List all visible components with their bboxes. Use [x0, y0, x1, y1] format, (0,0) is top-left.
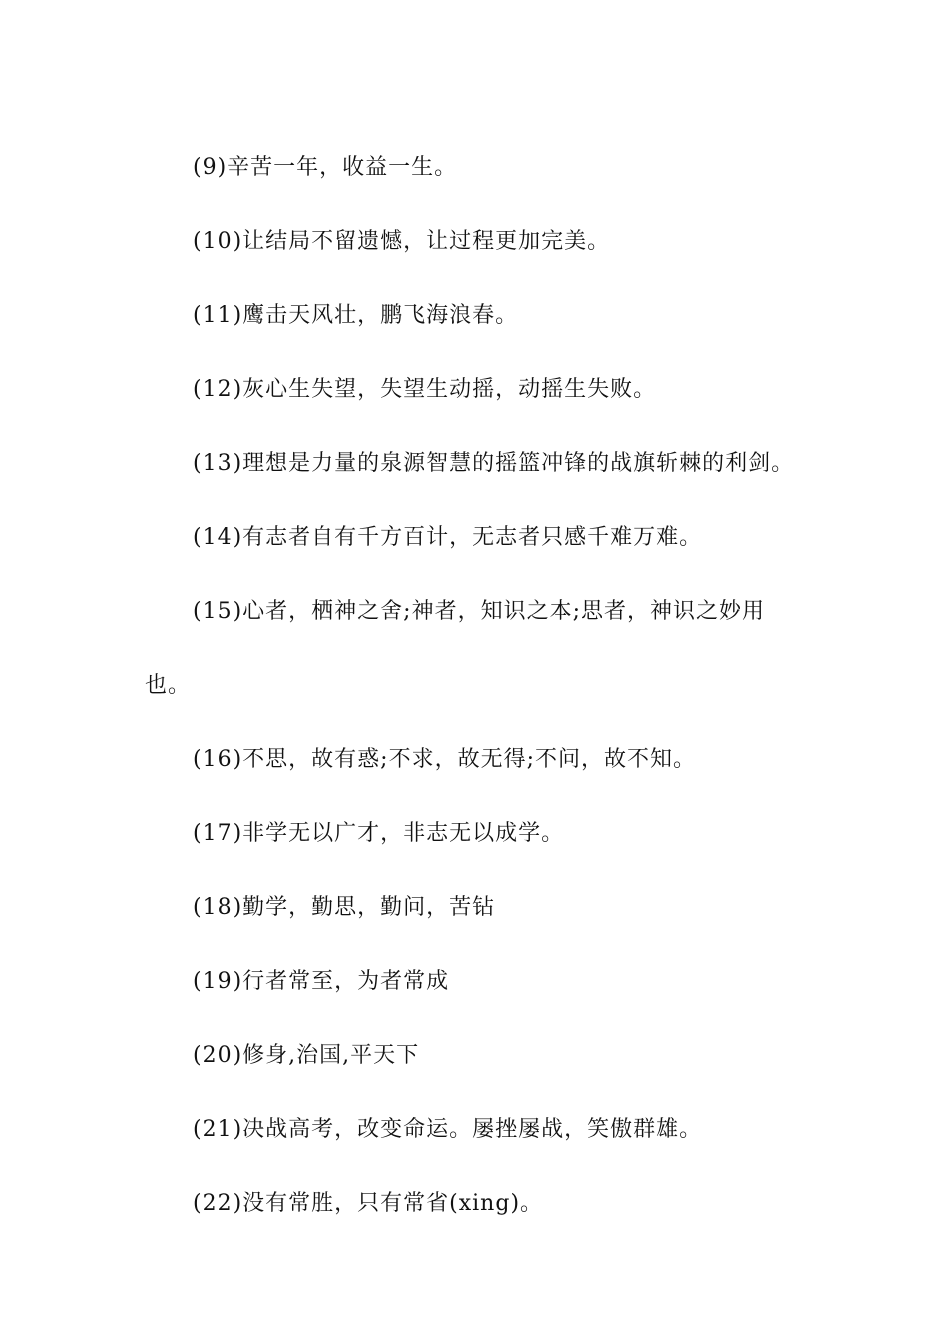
list-item: (9)辛苦一年，收益一生。 — [193, 155, 458, 180]
list-item: (20)修身,治国,平天下 — [193, 1043, 420, 1068]
document-body — [145, 131, 810, 1241]
list-item: (10)让结局不留遗憾，让过程更加完美。 — [193, 229, 611, 254]
list-item: (15)心者，栖神之舍;神者，知识之本;思者，神识之妙用也。 — [145, 599, 765, 698]
list-item: (22)没有常胜，只有常省(xing)。 — [193, 1191, 544, 1216]
list-item: (21)决战高考，改变命运。屡挫屡战，笑傲群雄。 — [193, 1117, 703, 1142]
list-item: (11)鹰击天风壮，鹏飞海浪春。 — [193, 303, 519, 328]
list-item: (18)勤学，勤思，勤问，苦钻 — [193, 895, 496, 920]
list-item: (14)有志者自有千方百计，无志者只感千难万难。 — [193, 525, 703, 550]
list-item: (17)非学无以广才，非志无以成学。 — [193, 821, 565, 846]
list-item: (19)行者常至，为者常成 — [193, 969, 450, 994]
list-item: (13)理想是力量的泉源智慧的摇篮冲锋的战旗斩棘的利剑。 — [193, 451, 795, 476]
list-item: (12)灰心生失望，失望生动摇，动摇生失败。 — [193, 377, 657, 402]
list-item: (16)不思，故有惑;不求，故无得;不问，故不知。 — [193, 747, 696, 772]
